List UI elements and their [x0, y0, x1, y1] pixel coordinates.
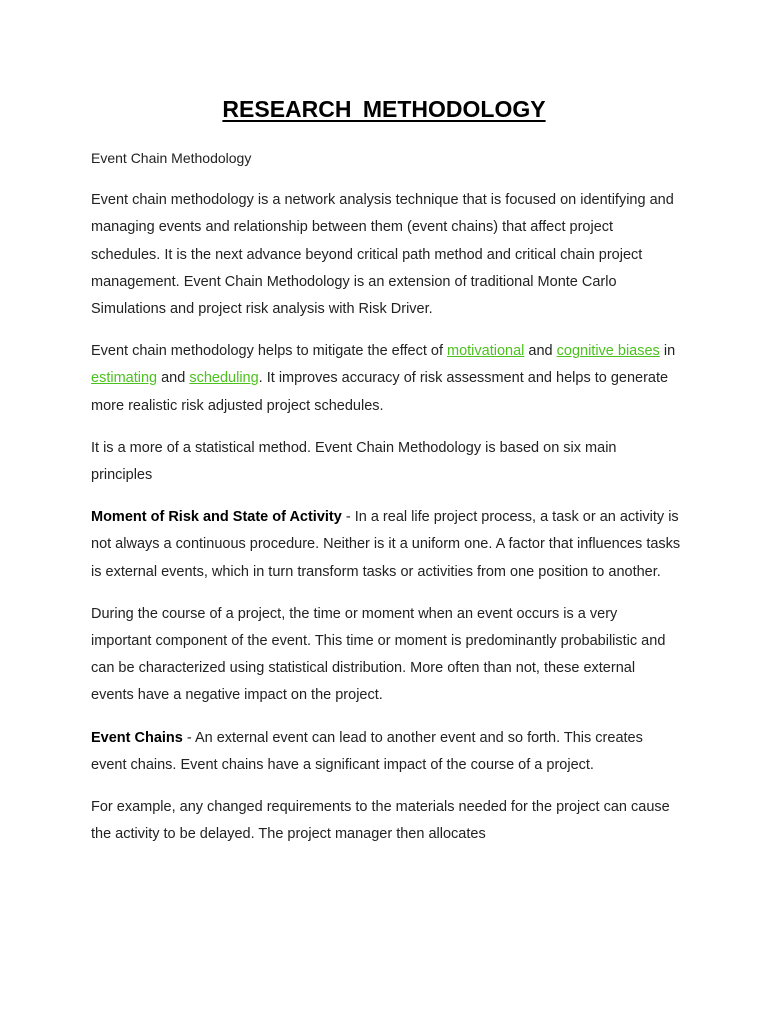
link-motivational[interactable]: motivational	[447, 343, 525, 360]
paragraph-event-chains	[91, 725, 681, 779]
paragraph-principles: It is a more of a statistical method. Event Chain Methodology is based on six main principles	[91, 439, 617, 484]
term-event-chains: Event Chains	[91, 729, 183, 746]
paragraph-text: Event chain methodology helps to mitigate the effect of	[91, 343, 448, 360]
paragraph-text: and	[524, 343, 557, 360]
document-body	[91, 145, 681, 863]
paragraph-text: - In a real life project process, a task or an activity is not always a continuous procedure. Neither is it a uniform one. A factor that influences tasks is external events, which in turn transform tasks or activities from one position to another.	[91, 509, 681, 580]
link-estimating[interactable]: estimating	[91, 370, 158, 387]
paragraph-text: - An external event can lead to another event and so forth. This creates event chains. Event chains have a significant impact of the course of a project.	[91, 729, 643, 773]
paragraph-text: in	[659, 343, 676, 360]
paragraph-event-timing: During the course of a project, the time or moment when an event occurs is a very important component of the event. This time or moment is predominantly probabilistic and can be characterized using statistical distribution. More often than not, these external events have a negative impact on the project.	[91, 605, 666, 704]
link-scheduling[interactable]: scheduling	[189, 370, 259, 387]
document-title: RESEARCH METHODOLOGY	[222, 96, 546, 122]
paragraph-intro: Event chain methodology is a network analysis technique that is focused on identifying and managing events and relationship between them (event chains) that affect project schedules. It is the next advance beyond critical path method and critical chain project management. Event Chain Methodology is an extension of traditional Monte Carlo Simulations and project risk analysis with Risk Driver.	[91, 192, 674, 318]
paragraph-example: For example, any changed requirements to the materials needed for the project can cause the activity to be delayed. The project manager then allocates	[91, 799, 670, 843]
paragraph-text: . It improves accuracy of risk assessment and helps to generate more realistic risk adjusted project schedules.	[91, 370, 669, 414]
section-subheading: Event Chain Methodology	[91, 150, 252, 166]
paragraph-mitigation	[91, 338, 681, 420]
paragraph-moment-of-risk	[91, 504, 681, 586]
term-moment-of-risk: Moment of Risk and State of Activity	[91, 509, 342, 526]
link-cognitive-biases[interactable]: cognitive biases	[556, 343, 660, 360]
paragraph-text: and	[157, 370, 190, 387]
